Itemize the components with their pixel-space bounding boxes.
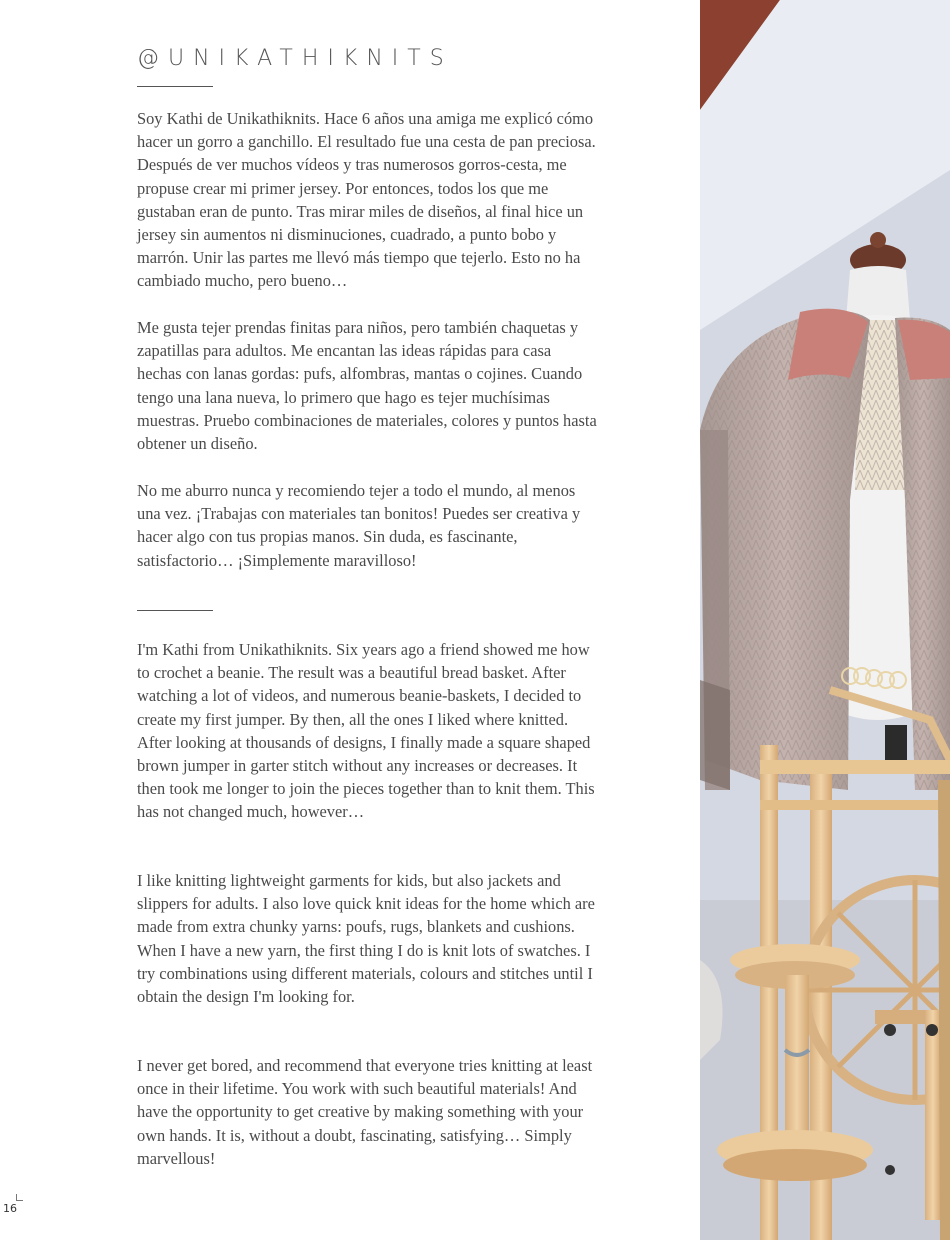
language-divider — [137, 610, 213, 611]
cardigan-photo — [700, 0, 950, 1240]
english-paragraph-1: I'm Kathi from Unikathiknits. Six years ago a friend showed me how to crochet a beanie. The result was a beautiful bread basket. After watching a lot of videos, and numerous beanie-baskets, I decided to create my first jumper. By then, all the ones I liked where knitted. After looking at thousands of designs, I finally made a square shaped brown jumper in garter stitch without any increases or decreases. It then took me longer to join the pieces together than to knit them. This has not changed much, however… — [137, 640, 595, 822]
spanish-paragraph-2: Me gusta tejer prendas finitas para niños, pero también chaquetas y zapatillas para adultos. Me encantan las ideas rápidas para casa hechas con lanas gordas: pufs, alfombras, mantas o cojines. Cuando tengo una lana nueva, lo primero que hago es tejer muchísimas muestras. Pruebo combinaciones de materiales, colores y puntos hasta obtener un diseño. — [137, 318, 597, 454]
english-paragraph-2: I like knitting lightweight garments for kids, but also jackets and slippers for adults. I also love quick knit ideas for the home which are made from extra chunky yarns: poufs, rugs, blankets and cushions. When I have a new yarn, the first thing I do is knit lots of swatches. I try combinations using different materials, colours and stitches until I obtain the design I'm looking for. — [137, 871, 595, 1007]
title-underline — [137, 86, 213, 87]
page-number: 16 — [3, 1202, 17, 1215]
page-title: @UNIKATHIKNITS — [137, 46, 453, 71]
spanish-paragraph-1: Soy Kathi de Unikathiknits. Hace 6 años una amiga me explicó cómo hacer un gorro a ganchillo. El resultado fue una cesta de pan preciosa. Después de ver muchos vídeos y tras numerosos gorros-cesta, me propuse crear mi primer jersey. Por entonces, todos los que me gustaban eran de punto. Tras mirar miles de diseños, al final hice un jersey sin aumentos ni disminuciones, cuadrado, a punto bobo y marrón. Unir las partes me llevó más tiempo que tejerlo. Esto no ha cambiado mucho, pero bueno… — [137, 109, 596, 291]
crop-mark — [16, 1194, 23, 1201]
english-paragraph-3: I never get bored, and recommend that everyone tries knitting at least once in their lifetime. You work with such beautiful materials! And have the opportunity to get creative by making something with your own hands. It is, without a doubt, fascinating, satisfying… Simply marvellous! — [137, 1056, 593, 1168]
spanish-paragraph-3: No me aburro nunca y recomiendo tejer a todo el mundo, al menos una vez. ¡Trabajas con materiales tan bonitos! Puedes ser creativa y hacer algo con tus propias manos. Sin duda, es fascinante, satisfactorio… ¡Simplemente maravilloso! — [137, 481, 581, 570]
